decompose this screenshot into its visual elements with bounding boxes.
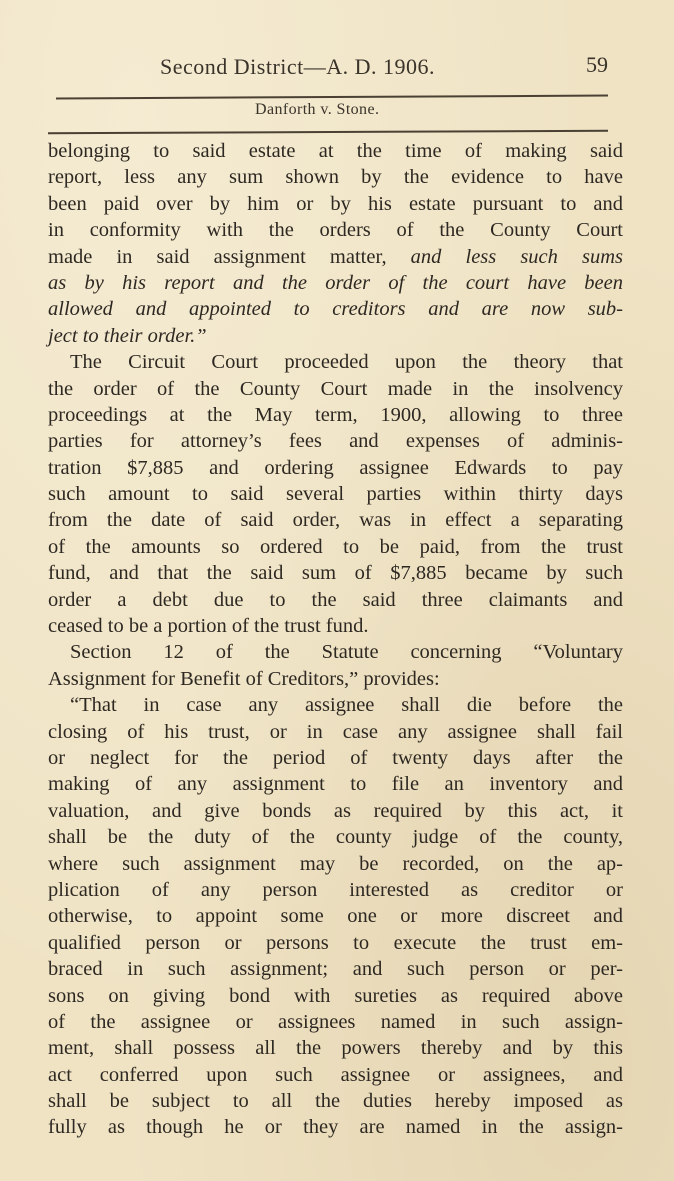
text-line: allowed and appointed to creditors and are now sub- bbox=[48, 298, 623, 321]
text-line: closing of his trust, or in case any assignee shall fail bbox=[48, 720, 623, 743]
text-line: ment, shall possess all the powers thereby and by this bbox=[48, 1037, 623, 1060]
text-line: belonging to said estate at the time of making said bbox=[48, 140, 623, 162]
text-line: braced in such assignment; and such person or per- bbox=[48, 958, 623, 981]
text-line: the order of the County Court made in the insolvency bbox=[48, 377, 623, 400]
text-line: Assignment for Benefit of Creditors,” provides: bbox=[48, 667, 440, 690]
text-line: or neglect for the period of twenty days after the bbox=[48, 746, 623, 769]
text-line: otherwise, to appoint some one or more discreet and bbox=[48, 905, 623, 928]
text-line: parties for attorney’s fees and expenses of adminis- bbox=[48, 430, 623, 453]
text-line: of the amounts so ordered to be paid, from the trust bbox=[48, 535, 623, 558]
header-rule-bottom bbox=[48, 130, 608, 134]
text-line: in conformity with the orders of the County Court bbox=[48, 219, 623, 242]
body-text bbox=[48, 138, 623, 1141]
text-line: Section 12 of the Statute concerning “Voluntary bbox=[70, 641, 623, 664]
text-line: valuation, and give bonds as required by this act, it bbox=[48, 799, 623, 822]
text-line: proceedings at the May term, 1900, allowing to three bbox=[48, 403, 623, 426]
text-line: ceased to be a portion of the trust fund. bbox=[48, 615, 369, 638]
running-head: Second District—A. D. 1906. bbox=[160, 54, 436, 79]
text-line: act conferred upon such assignee or assignees, and bbox=[48, 1063, 623, 1086]
text-line: making of any assignment to file an inventory and bbox=[48, 773, 623, 796]
text-line: been paid over by him or by his estate pursuant to and bbox=[48, 192, 623, 215]
text-line: such amount to said several parties within thirty days bbox=[48, 483, 623, 506]
text-segment: made in said assignment matter, bbox=[48, 245, 411, 268]
text-line: The Circuit Court proceeded upon the theory that bbox=[70, 351, 623, 374]
text-line bbox=[48, 244, 623, 270]
text-line: report, less any sum shown by the evidence to have bbox=[48, 166, 623, 189]
text-line: shall be the duty of the county judge of the county, bbox=[48, 826, 623, 849]
text-line: ject to their order.” bbox=[48, 324, 207, 347]
text-line: shall be subject to all the duties hereby imposed as bbox=[48, 1090, 623, 1113]
text-line: as by his report and the order of the court have been bbox=[48, 271, 623, 294]
text-line: tration $7,885 and ordering assignee Edwards to pay bbox=[48, 456, 623, 479]
text-line: from the date of said order, was in effect a separating bbox=[48, 509, 623, 532]
header-rule-top bbox=[56, 95, 608, 100]
text-line: fund, and that the said sum of $7,885 became by such bbox=[48, 562, 623, 585]
text-line: order a debt due to the said three claimants and bbox=[48, 588, 623, 611]
case-title: Danforth v. Stone. bbox=[255, 101, 380, 118]
text-line: “That in case any assignee shall die before the bbox=[70, 694, 623, 717]
text-line: of the assignee or assignees named in such assign- bbox=[48, 1010, 623, 1033]
italic-segment: and less such sums bbox=[410, 245, 623, 268]
text-line: plication of any person interested as creditor or bbox=[48, 878, 623, 901]
page-number: 59 bbox=[586, 52, 608, 77]
text-line: qualified person or persons to execute the trust em- bbox=[48, 931, 623, 954]
text-line: where such assignment may be recorded, on the ap- bbox=[48, 852, 623, 875]
text-line: fully as though he or they are named in the assign- bbox=[48, 1116, 623, 1139]
text-line: sons on giving bond with sureties as required above bbox=[48, 984, 623, 1007]
